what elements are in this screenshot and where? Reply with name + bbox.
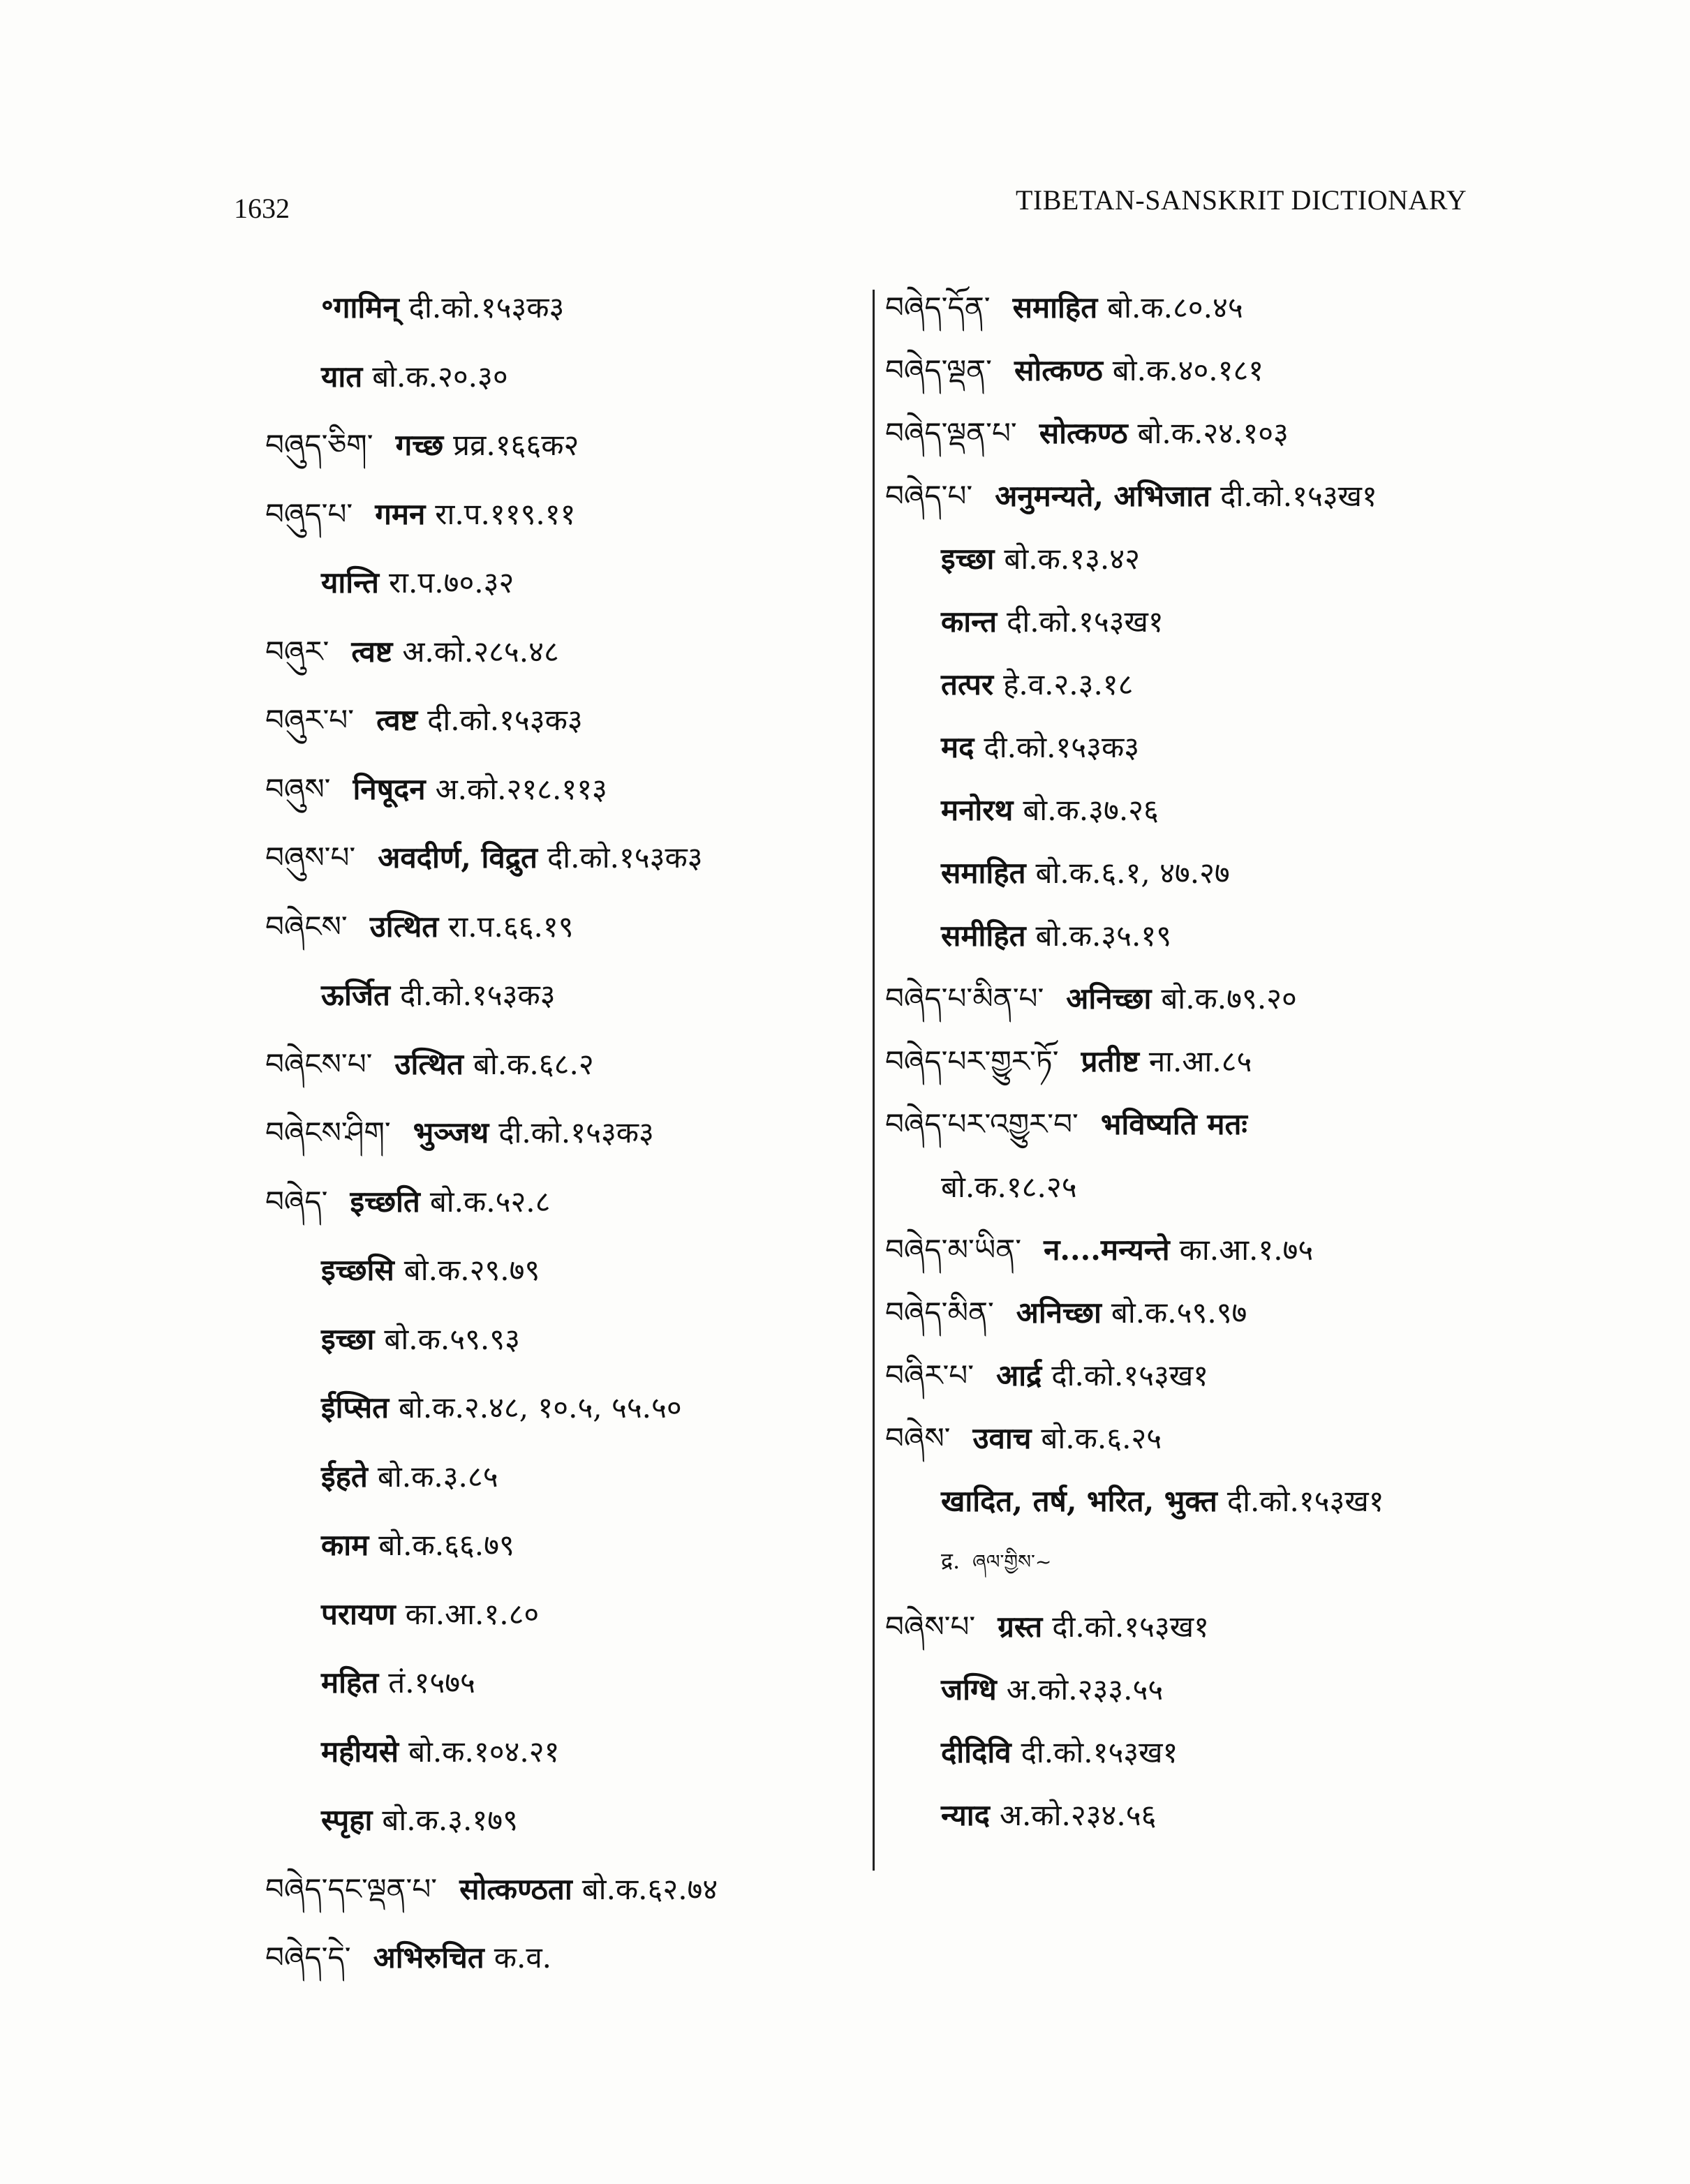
sanskrit-equivalent: स्पृहा — [321, 1803, 373, 1837]
tibetan-headword: བཞུར་ — [265, 634, 329, 669]
sanskrit-equivalent: तत्पर — [941, 667, 994, 701]
sanskrit-equivalent: दीदिवि — [941, 1735, 1011, 1769]
see-tibetan: ཞལ་གྱིས་~ — [972, 1550, 1052, 1573]
dictionary-headword-entry — [265, 1115, 838, 1187]
tibetan-headword: བཞེད་པ་མིན་པ་ — [885, 981, 1044, 1016]
tibetan-headword: བཞུས་པ་ — [265, 840, 356, 875]
dictionary-sense-entry — [265, 1459, 838, 1531]
source-reference: बो.क.५२.८ — [429, 1184, 551, 1219]
dictionary-headword-entry — [885, 1235, 1513, 1298]
tibetan-headword: བཞེད་པ་ — [885, 479, 973, 513]
dictionary-sense-entry — [885, 1484, 1513, 1550]
dictionary-headword-entry — [885, 1421, 1513, 1487]
dictionary-headword-entry — [265, 1184, 838, 1256]
dictionary-sense-entry — [885, 604, 1513, 670]
sanskrit-equivalent: इच्छति — [350, 1184, 420, 1219]
source-reference: दी.को.१५३ख१ — [1052, 1610, 1209, 1644]
source-reference: दी.को.१५३क३ — [984, 730, 1140, 764]
tibetan-headword: བཞེས་པ་ — [885, 1610, 976, 1644]
sanskrit-equivalent: उवाच — [972, 1421, 1032, 1455]
source-reference: बो.क.३५.१९ — [1035, 919, 1172, 953]
tibetan-headword: བཞུས་ — [265, 771, 331, 806]
sanskrit-equivalent: इच्छा — [941, 542, 995, 576]
source-reference: दी.को.१५३ख१ — [1007, 604, 1164, 639]
sanskrit-equivalent: न्याद — [941, 1798, 990, 1832]
source-reference: अ.को.२३४.५६ — [999, 1798, 1157, 1832]
sanskrit-equivalent: समीहित — [941, 919, 1026, 953]
right-column — [885, 290, 1513, 1864]
dictionary-sense-entry — [265, 359, 838, 431]
source-reference: दी.को.१५३क३ — [498, 1115, 654, 1150]
tibetan-headword: བཞེད་མ་ཡིན་ — [885, 1233, 1022, 1267]
source-reference: बो.क.२९.७९ — [403, 1253, 540, 1287]
dictionary-sense-entry — [885, 1170, 1513, 1235]
sanskrit-equivalent: परायण — [321, 1596, 396, 1631]
sanskrit-equivalent: समाहित — [941, 856, 1026, 890]
dictionary-headword-entry — [265, 1940, 838, 2012]
source-reference: दी.को.१५३क३ — [547, 840, 703, 875]
dictionary-sense-entry — [265, 1528, 838, 1600]
source-reference: हे.व.२.३.१८ — [1003, 667, 1134, 701]
source-reference: बो.क.२४.१०३ — [1137, 416, 1289, 450]
source-reference: बो.क.६.१, ४७.२७ — [1035, 856, 1230, 890]
sanskrit-equivalent: अनुमन्यते, अभिजात — [995, 479, 1211, 513]
sanskrit-equivalent: खादित, तर्ष, भरित, भुक्त — [941, 1484, 1217, 1518]
source-reference: तं.१५७५ — [388, 1665, 475, 1700]
source-reference: बो.क.३.१७९ — [382, 1803, 518, 1837]
page-number: 1632 — [234, 193, 290, 224]
source-reference: ना.आ.८५ — [1148, 1044, 1252, 1078]
sanskrit-equivalent: भविष्यति मतः — [1100, 1107, 1247, 1141]
source-reference: दी.को.१५३क३ — [399, 978, 556, 1012]
source-reference: दी.को.१५३ख१ — [1051, 1358, 1209, 1392]
sanskrit-equivalent: महित — [321, 1665, 379, 1700]
source-reference: बो.क.१८.२५ — [941, 1170, 1077, 1204]
dictionary-headword-entry — [265, 496, 838, 569]
sanskrit-equivalent: समाहित — [1012, 290, 1098, 325]
sanskrit-equivalent: त्वष्ट — [376, 703, 418, 737]
dictionary-headword-entry — [265, 840, 838, 912]
dictionary-headword-entry — [885, 416, 1513, 482]
tibetan-headword: བཞུད་པ་ — [265, 496, 353, 531]
dictionary-sense-entry — [885, 1798, 1513, 1864]
tibetan-headword: བཞེངས་པ་ — [265, 1046, 373, 1081]
source-reference: बो.क.७९.२० — [1161, 981, 1297, 1016]
source-reference: अ.को.२१८.११३ — [435, 771, 607, 806]
dictionary-sense-entry — [265, 1253, 838, 1325]
source-reference: क.व. — [494, 1940, 552, 1975]
column-divider — [873, 290, 875, 1871]
dictionary-sense-entry — [265, 978, 838, 1050]
dictionary-sense-entry — [885, 544, 1513, 607]
source-reference: बो.क.८०.४५ — [1107, 290, 1243, 325]
source-reference: बो.क.२.४८, १०.५, ५५.५० — [399, 1390, 682, 1425]
sanskrit-equivalent: ईहते — [321, 1459, 368, 1494]
dictionary-headword-entry — [265, 703, 838, 775]
dictionary-headword-entry — [265, 428, 838, 500]
dictionary-sense-entry — [265, 1596, 838, 1669]
left-column — [265, 290, 838, 2012]
dictionary-headword-entry — [265, 1871, 838, 1944]
source-reference: रा.प.६६.१९ — [448, 909, 574, 944]
source-reference: बो.क.६८.२ — [473, 1046, 594, 1081]
sanskrit-equivalent: निषूदन — [353, 771, 426, 806]
sanskrit-equivalent: ईप्सित — [321, 1390, 390, 1425]
dictionary-sense-entry — [885, 1735, 1513, 1801]
tibetan-headword: བཞེད་དེ་ — [265, 1940, 351, 1975]
sanskrit-equivalent: मनोरथ — [941, 793, 1014, 827]
tibetan-headword: བཞེངས་ཤིག་ — [265, 1115, 391, 1150]
running-head: TIBETAN-SANSKRIT DICTIONARY — [1016, 184, 1467, 216]
see-label: द्र. — [941, 1547, 961, 1574]
tibetan-headword: བཞེངས་ — [265, 909, 348, 944]
tibetan-headword: བཞེད་ལྡན་ — [885, 353, 993, 387]
sanskrit-equivalent: उत्थित — [369, 909, 439, 944]
tibetan-headword: བཞུར་པ་ — [265, 703, 355, 737]
sanskrit-equivalent: भुञ्जथ — [413, 1115, 489, 1150]
source-reference: बो.क.३.८५ — [377, 1459, 498, 1494]
source-reference: अ.को.२८५.४८ — [402, 634, 559, 669]
dictionary-sense-entry — [265, 565, 838, 637]
tibetan-headword: བཞེད་མིན་ — [885, 1295, 994, 1330]
dictionary-sense-entry — [265, 1665, 838, 1737]
sanskrit-equivalent: उत्थित — [394, 1046, 464, 1081]
dictionary-headword-entry — [885, 353, 1513, 419]
source-reference: बो.क.४०.१८१ — [1112, 353, 1264, 387]
dictionary-headword-entry — [885, 479, 1513, 544]
dictionary-sense-entry — [885, 856, 1513, 921]
sanskrit-equivalent: अनिच्छा — [1066, 981, 1152, 1016]
source-reference: बो.क.५९.९७ — [1111, 1295, 1247, 1330]
source-reference: बो.क.३७.२६ — [1023, 793, 1159, 827]
sanskrit-equivalent: जग्धि — [941, 1672, 997, 1707]
source-reference: प्रव्र.१६६क२ — [453, 428, 579, 462]
dictionary-headword-entry — [885, 1612, 1513, 1675]
sanskrit-equivalent: सोत्कण्ठ — [1039, 416, 1128, 450]
dictionary-sense-entry — [885, 667, 1513, 733]
source-reference: अ.को.२३३.५५ — [1006, 1672, 1164, 1707]
dictionary-sense-entry — [265, 1803, 838, 1875]
sanskrit-equivalent: गच्छ — [395, 428, 444, 462]
source-reference: बो.क.२०.३० — [372, 359, 508, 394]
source-reference: बो.क.६२.७४ — [581, 1871, 718, 1906]
dictionary-headword-entry — [265, 634, 838, 706]
dictionary-headword-entry — [885, 1295, 1513, 1361]
dictionary-headword-entry — [265, 909, 838, 981]
dictionary-headword-entry — [885, 981, 1513, 1047]
source-reference: रा.प.११९.११ — [435, 496, 576, 531]
source-reference: का.आ.१.७५ — [1179, 1233, 1314, 1267]
tibetan-headword: བཞེས་ — [885, 1421, 951, 1455]
sanskrit-equivalent: महीयसे — [321, 1734, 399, 1769]
source-reference: दी.को.१५३ख१ — [1021, 1735, 1178, 1769]
sanskrit-equivalent: न....मन्यन्ते — [1044, 1233, 1170, 1267]
dictionary-sense-entry — [885, 793, 1513, 859]
dictionary-headword-entry — [885, 1044, 1513, 1110]
source-reference: दी.को.१५३क३ — [408, 290, 565, 325]
dictionary-headword-entry — [265, 771, 838, 844]
tibetan-headword: བཞེད་ — [265, 1184, 328, 1219]
dictionary-sense-entry — [885, 921, 1513, 984]
dictionary-headword-entry — [265, 1046, 838, 1119]
sanskrit-equivalent: इच्छा — [321, 1321, 375, 1356]
sanskrit-equivalent: काम — [321, 1528, 369, 1562]
sanskrit-equivalent: प्रतीष्ट — [1081, 1044, 1139, 1078]
source-reference: दी.को.१५३क३ — [427, 703, 583, 737]
dictionary-headword-entry — [885, 1107, 1513, 1173]
cross-reference — [885, 1547, 1513, 1612]
dictionary-sense-entry — [265, 1321, 838, 1394]
dictionary-headword-entry — [885, 290, 1513, 356]
source-reference: दी.को.१५३ख१ — [1220, 479, 1377, 513]
sanskrit-equivalent: मद — [941, 730, 974, 764]
source-reference: बो.क.६६.७९ — [378, 1528, 514, 1562]
sanskrit-equivalent: आर्द्र — [996, 1358, 1042, 1392]
tibetan-headword: བཞུད་ཅིག་ — [265, 428, 373, 462]
sanskrit-equivalent: सोत्कण्ठता — [459, 1871, 572, 1906]
tibetan-headword: བཞེད་པར་གྱུར་ཏོ་ — [885, 1044, 1059, 1078]
source-reference: दी.को.१५३ख१ — [1226, 1484, 1384, 1518]
source-reference: रा.प.७०.३२ — [389, 565, 514, 600]
sanskrit-equivalent: यान्ति — [321, 565, 379, 600]
dictionary-sense-entry — [265, 1390, 838, 1462]
sanskrit-equivalent: अभिरुचित — [373, 1940, 484, 1975]
sanskrit-equivalent: त्वष्ट — [351, 634, 393, 669]
sanskrit-equivalent: यात — [321, 359, 363, 394]
dictionary-headword-entry — [885, 1358, 1513, 1424]
tibetan-headword: བཞེད་དོན་ — [885, 290, 991, 325]
sanskrit-equivalent: ग्रस्त — [998, 1610, 1043, 1644]
sanskrit-equivalent: ॰गामिन् — [321, 290, 399, 325]
source-reference: बो.क.१०४.२१ — [408, 1734, 560, 1769]
sanskrit-equivalent: कान्त — [941, 604, 998, 639]
source-reference: बो.क.१३.४२ — [1004, 542, 1140, 576]
dictionary-sense-entry — [265, 1734, 838, 1806]
sanskrit-equivalent: अनिच्छा — [1016, 1295, 1102, 1330]
dictionary-sense-entry — [265, 290, 838, 362]
sanskrit-equivalent: गमन — [375, 496, 426, 531]
tibetan-headword: བཞེད་ལྡན་པ་ — [885, 416, 1017, 450]
sanskrit-equivalent: अवदीर्ण, विद्रुत — [378, 840, 538, 875]
source-reference: का.आ.१.८० — [405, 1596, 540, 1631]
dictionary-sense-entry — [885, 1672, 1513, 1738]
sanskrit-equivalent: ऊर्जित — [321, 978, 390, 1012]
tibetan-headword: བཞིར་པ་ — [885, 1358, 974, 1392]
dictionary-sense-entry — [885, 730, 1513, 796]
tibetan-headword: བཞེད་པར་འགྱུར་བ་ — [885, 1107, 1079, 1141]
sanskrit-equivalent: इच्छसि — [321, 1253, 394, 1287]
sanskrit-equivalent: सोत्कण्ठ — [1014, 353, 1103, 387]
source-reference: बो.क.५९.९३ — [384, 1321, 520, 1356]
tibetan-headword: བཞེད་དང་ལྡན་པ་ — [265, 1871, 438, 1906]
source-reference: बो.क.६.२५ — [1041, 1421, 1162, 1455]
